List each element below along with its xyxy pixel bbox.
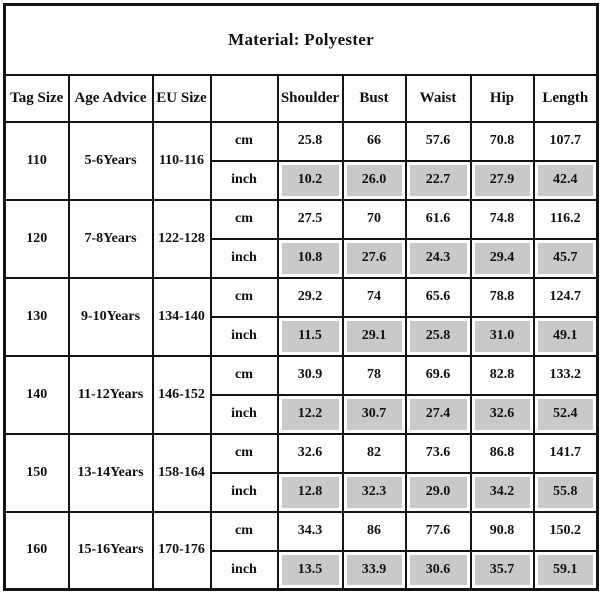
inch-value-cell: 12.8	[278, 473, 343, 512]
eu-size-cell: 134-140	[153, 278, 211, 356]
cm-value-cell: 73.6	[406, 434, 471, 473]
tag-size-cell: 110	[5, 122, 69, 200]
inch-value-cell: 29.0	[406, 473, 471, 512]
age-advice-cell: 13-14Years	[69, 434, 153, 512]
inch-value-cell: 30.7	[343, 395, 406, 434]
cm-value-cell: 57.6	[406, 122, 471, 161]
unit-inch-label: inch	[211, 395, 278, 434]
inch-value-cell: 11.5	[278, 317, 343, 356]
inch-value-cell: 22.7	[406, 161, 471, 200]
age-advice-cell: 9-10Years	[69, 278, 153, 356]
cm-value-cell: 116.2	[534, 200, 598, 239]
cm-value-cell: 107.7	[534, 122, 598, 161]
cm-value-cell: 124.7	[534, 278, 598, 317]
inch-value-cell: 34.2	[471, 473, 534, 512]
age-advice-cell: 15-16Years	[69, 512, 153, 590]
cm-value-cell: 77.6	[406, 512, 471, 551]
eu-size-cell: 110-116	[153, 122, 211, 200]
eu-size-cell: 158-164	[153, 434, 211, 512]
unit-inch-label: inch	[211, 317, 278, 356]
inch-value-cell: 13.5	[278, 551, 343, 590]
unit-inch-label: inch	[211, 551, 278, 590]
col-header-tag-size: Tag Size	[5, 75, 69, 122]
inch-value-cell: 42.4	[534, 161, 598, 200]
cm-value-cell: 30.9	[278, 356, 343, 395]
cm-value-cell: 27.5	[278, 200, 343, 239]
cm-value-cell: 133.2	[534, 356, 598, 395]
inch-value-cell: 32.3	[343, 473, 406, 512]
cm-value-cell: 150.2	[534, 512, 598, 551]
inch-value-cell: 30.6	[406, 551, 471, 590]
inch-value-cell: 59.1	[534, 551, 598, 590]
cm-value-cell: 141.7	[534, 434, 598, 473]
cm-value-cell: 78.8	[471, 278, 534, 317]
inch-value-cell: 27.9	[471, 161, 534, 200]
inch-value-cell: 33.9	[343, 551, 406, 590]
inch-value-cell: 52.4	[534, 395, 598, 434]
cm-value-cell: 86.8	[471, 434, 534, 473]
cm-value-cell: 70	[343, 200, 406, 239]
cm-value-cell: 82	[343, 434, 406, 473]
table-row	[5, 434, 598, 473]
col-header-bust: Bust	[343, 75, 406, 122]
table-row	[5, 512, 598, 551]
cm-value-cell: 82.8	[471, 356, 534, 395]
table-row	[5, 200, 598, 239]
unit-cm-label: cm	[211, 434, 278, 473]
eu-size-cell: 122-128	[153, 200, 211, 278]
cm-value-cell: 90.8	[471, 512, 534, 551]
inch-value-cell: 35.7	[471, 551, 534, 590]
cm-value-cell: 74	[343, 278, 406, 317]
eu-size-cell: 170-176	[153, 512, 211, 590]
unit-inch-label: inch	[211, 161, 278, 200]
inch-value-cell: 24.3	[406, 239, 471, 278]
inch-value-cell: 49.1	[534, 317, 598, 356]
cm-value-cell: 70.8	[471, 122, 534, 161]
cm-value-cell: 86	[343, 512, 406, 551]
cm-value-cell: 69.6	[406, 356, 471, 395]
cm-value-cell: 78	[343, 356, 406, 395]
inch-value-cell: 55.8	[534, 473, 598, 512]
unit-cm-label: cm	[211, 200, 278, 239]
inch-value-cell: 26.0	[343, 161, 406, 200]
tag-size-cell: 160	[5, 512, 69, 590]
inch-value-cell: 29.1	[343, 317, 406, 356]
inch-value-cell: 12.2	[278, 395, 343, 434]
cm-value-cell: 61.6	[406, 200, 471, 239]
inch-value-cell: 29.4	[471, 239, 534, 278]
tag-size-cell: 130	[5, 278, 69, 356]
cm-value-cell: 29.2	[278, 278, 343, 317]
material-title: Material: Polyester	[5, 5, 598, 75]
col-header-length: Length	[534, 75, 598, 122]
inch-value-cell: 27.6	[343, 239, 406, 278]
col-header-hip: Hip	[471, 75, 534, 122]
col-header-age-advice: Age Advice	[69, 75, 153, 122]
cm-value-cell: 34.3	[278, 512, 343, 551]
table-row	[5, 122, 598, 161]
unit-cm-label: cm	[211, 278, 278, 317]
unit-cm-label: cm	[211, 512, 278, 551]
inch-value-cell: 45.7	[534, 239, 598, 278]
table-row	[5, 356, 598, 395]
unit-inch-label: inch	[211, 239, 278, 278]
age-advice-cell: 7-8Years	[69, 200, 153, 278]
unit-cm-label: cm	[211, 122, 278, 161]
col-header-shoulder: Shoulder	[278, 75, 343, 122]
inch-value-cell: 27.4	[406, 395, 471, 434]
inch-value-cell: 10.8	[278, 239, 343, 278]
tag-size-cell: 140	[5, 356, 69, 434]
tag-size-cell: 120	[5, 200, 69, 278]
size-chart-table	[3, 3, 599, 591]
cm-value-cell: 66	[343, 122, 406, 161]
col-header-eu-size: EU Size	[153, 75, 211, 122]
col-header-unit	[211, 75, 278, 122]
unit-inch-label: inch	[211, 473, 278, 512]
inch-value-cell: 10.2	[278, 161, 343, 200]
inch-value-cell: 32.6	[471, 395, 534, 434]
col-header-waist: Waist	[406, 75, 471, 122]
cm-value-cell: 32.6	[278, 434, 343, 473]
cm-value-cell: 74.8	[471, 200, 534, 239]
table-row	[5, 278, 598, 317]
cm-value-cell: 25.8	[278, 122, 343, 161]
age-advice-cell: 5-6Years	[69, 122, 153, 200]
tag-size-cell: 150	[5, 434, 69, 512]
unit-cm-label: cm	[211, 356, 278, 395]
inch-value-cell: 25.8	[406, 317, 471, 356]
eu-size-cell: 146-152	[153, 356, 211, 434]
inch-value-cell: 31.0	[471, 317, 534, 356]
cm-value-cell: 65.6	[406, 278, 471, 317]
age-advice-cell: 11-12Years	[69, 356, 153, 434]
